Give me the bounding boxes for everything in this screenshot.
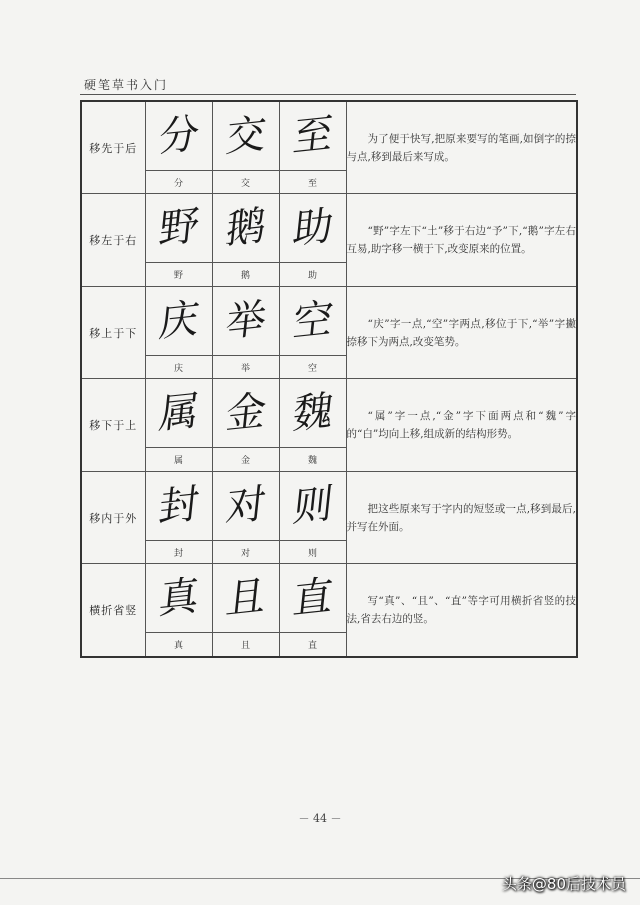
cursive-glyph	[212, 564, 279, 633]
standard-char: 直	[279, 633, 346, 657]
technique-row	[81, 471, 577, 540]
standard-char: 则	[279, 540, 346, 564]
cursive-glyph-char: 对	[223, 480, 268, 532]
technique-row	[81, 564, 577, 633]
cursive-glyph	[279, 564, 346, 633]
cursive-glyph-char: 封	[156, 480, 201, 532]
technique-description: “野”字左下“土”移于右边“予”下,“鹅”字左右互易,助字移一横于下,改变原来的位置。	[346, 194, 577, 286]
technique-row	[81, 194, 577, 263]
cursive-glyph-char: 直	[290, 572, 335, 624]
cursive-glyph-char: 分	[156, 110, 201, 162]
cursive-glyph-char: 鹅	[223, 202, 268, 254]
standard-char: 封	[145, 540, 212, 564]
standard-char: 鹅	[212, 263, 279, 287]
technique-label: 横折省竖	[81, 564, 145, 657]
standard-char: 真	[145, 633, 212, 657]
cursive-glyph-char: 且	[223, 572, 268, 624]
standard-char: 至	[279, 170, 346, 194]
cursive-glyph	[212, 379, 279, 448]
standard-char: 助	[279, 263, 346, 287]
cursive-glyph	[145, 379, 212, 448]
cursive-glyph-char: 则	[290, 480, 335, 532]
standard-char: 属	[145, 448, 212, 472]
cursive-glyph	[145, 471, 212, 540]
technique-row	[81, 379, 577, 448]
standard-char: 对	[212, 540, 279, 564]
cursive-glyph	[279, 471, 346, 540]
technique-row	[81, 286, 577, 355]
cursive-glyph-char: 至	[290, 110, 335, 162]
cursive-glyph	[212, 194, 279, 263]
cursive-glyph-char: 交	[223, 110, 268, 162]
book-title: 硬笔草书入门	[84, 78, 169, 92]
cursive-glyph	[145, 194, 212, 263]
cursive-glyph	[212, 471, 279, 540]
cursive-glyph-char: 野	[156, 202, 201, 254]
cursive-glyph	[212, 286, 279, 355]
cursive-glyph-char: 魏	[290, 387, 335, 439]
cursive-glyph	[279, 194, 346, 263]
standard-char: 野	[145, 263, 212, 287]
cursive-glyph	[145, 286, 212, 355]
standard-char: 庆	[145, 355, 212, 379]
cursive-glyph	[145, 564, 212, 633]
cursive-glyph	[279, 379, 346, 448]
cursive-glyph-char: 庆	[156, 295, 201, 347]
cursive-glyph-char: 属	[156, 387, 201, 439]
technique-description: “庆”字一点,“空”字两点,移位于下,“举”字撇捺移下为两点,改变笔势。	[346, 286, 577, 378]
header-rule	[80, 94, 576, 95]
technique-description: 把这些原来写于字内的短竖或一点,移到最后,并写在外面。	[346, 471, 577, 563]
standard-char: 金	[212, 448, 279, 472]
cursive-glyph-char: 空	[290, 295, 335, 347]
technique-description: 写“真”、“且”、“直”等字可用横折省竖的技法,省去右边的竖。	[346, 564, 577, 657]
standard-char: 交	[212, 170, 279, 194]
standard-char: 分	[145, 170, 212, 194]
technique-label: 移上于下	[81, 286, 145, 378]
cursive-glyph	[279, 101, 346, 170]
technique-label: 移先于后	[81, 101, 145, 194]
technique-description: 为了便于快写,把原来要写的笔画,如倒字的捺与点,移到最后来写成。	[346, 101, 577, 194]
standard-char: 空	[279, 355, 346, 379]
technique-label: 移内于外	[81, 471, 145, 563]
technique-label: 移左于右	[81, 194, 145, 286]
technique-label: 移下于上	[81, 379, 145, 471]
standard-char: 魏	[279, 448, 346, 472]
cursive-glyph-char: 举	[223, 295, 268, 347]
cursive-glyph-char: 金	[223, 387, 268, 439]
cursive-glyph	[212, 101, 279, 170]
standard-char: 举	[212, 355, 279, 379]
cursive-glyph	[145, 101, 212, 170]
cursive-glyph-char: 真	[156, 572, 201, 624]
page-number: － 44 －	[298, 812, 342, 825]
watermark: 头条@80后技术员	[501, 875, 626, 893]
technique-row	[81, 101, 577, 170]
cursive-glyph	[279, 286, 346, 355]
technique-description: “属”字一点,“金”字下面两点和“魏”字的“白”均向上移,组成新的结构形势。	[346, 379, 577, 471]
calligraphy-table	[80, 100, 578, 658]
standard-char: 且	[212, 633, 279, 657]
cursive-glyph-char: 助	[290, 202, 335, 254]
